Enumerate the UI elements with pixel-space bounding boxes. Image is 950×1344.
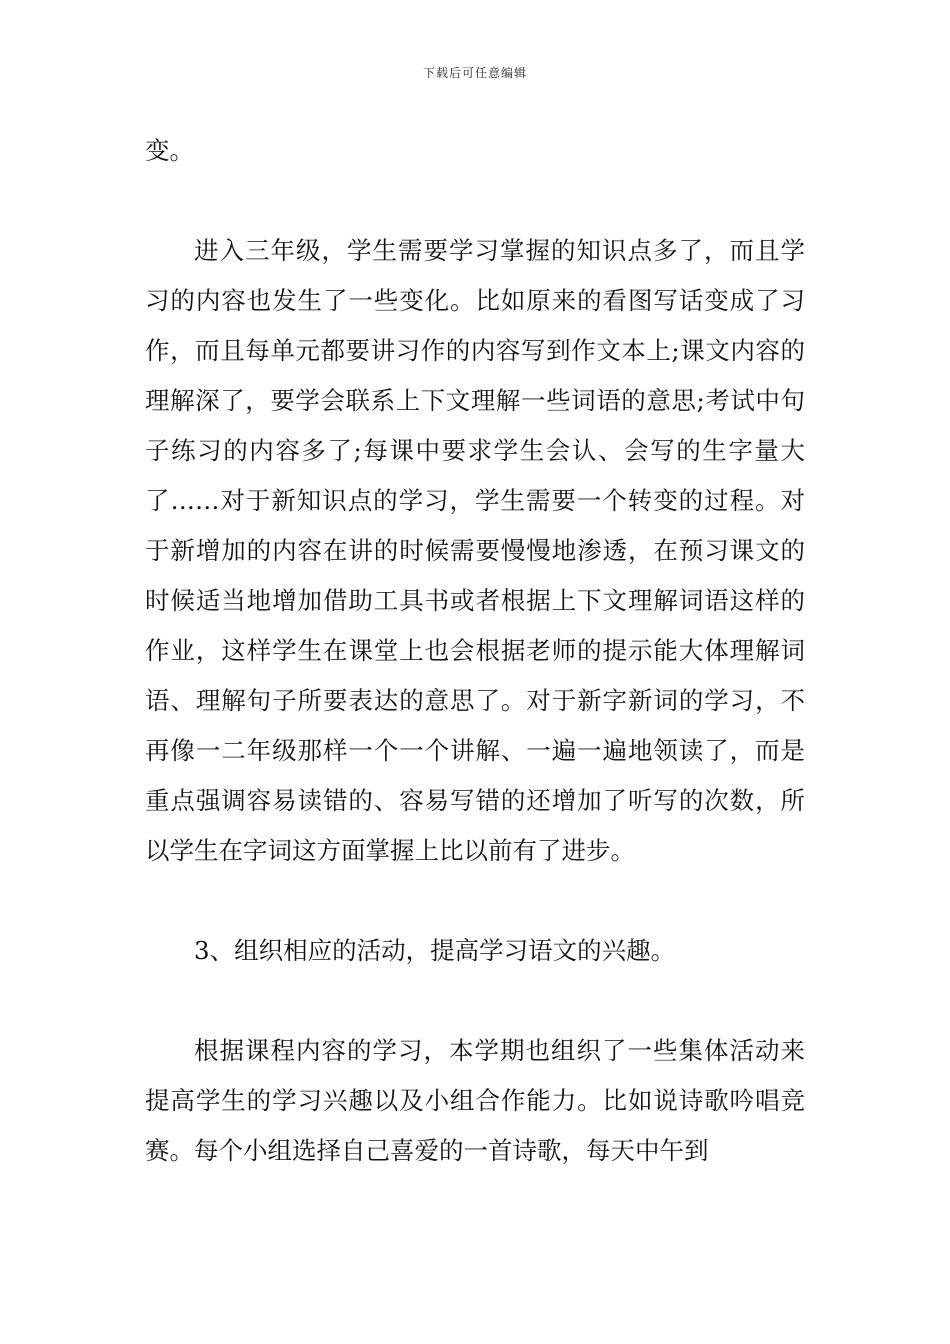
document-body (145, 126, 805, 1176)
section-heading-activities: 3、组织相应的活动，提高学习语文的兴趣。 (194, 936, 676, 965)
page-header: 下载后可任意编辑 (422, 66, 527, 80)
paragraph-continuation: 变。 (145, 136, 194, 165)
paragraph-grade-three-knowledge: 进入三年级，学生需要学习掌握的知识点多了，而且学习的内容也发生了一些变化。比如原来的看图写话变成了习作，而且每单元都要讲习作的内容写到作文本上;课文内容的理解深了，要学会联系上下文理解一些词语的意思;考试中句子练习的内容多了;每课中要求学生会认、会写的生字量大了……对于新知识点的学习，学生需要一个转变的过程。对于新增加的内容在讲的时候需要慢慢地渗透，在预习课文的时候适当地增加借助工具书或者根据上下文理解词语这样的作业，这样学生在课堂上也会根据老师的提示能大体理解词语、理解句子所要表达的意思了。对于新字新词的学习，不再像一二年级那样一个一个讲解、一遍一遍地领读了，而是重点强调容易读错的、容易写错的还增加了听写的次数，所以学生在字词这方面掌握上比以前有了进步。 (145, 236, 805, 865)
paragraph-group-activities: 根据课程内容的学习，本学期也组织了一些集体活动来提高学生的学习兴趣以及小组合作能力。比如说诗歌吟唱竞赛。每个小组选择自己喜爱的一首诗歌，每天中午到 (145, 1036, 805, 1165)
